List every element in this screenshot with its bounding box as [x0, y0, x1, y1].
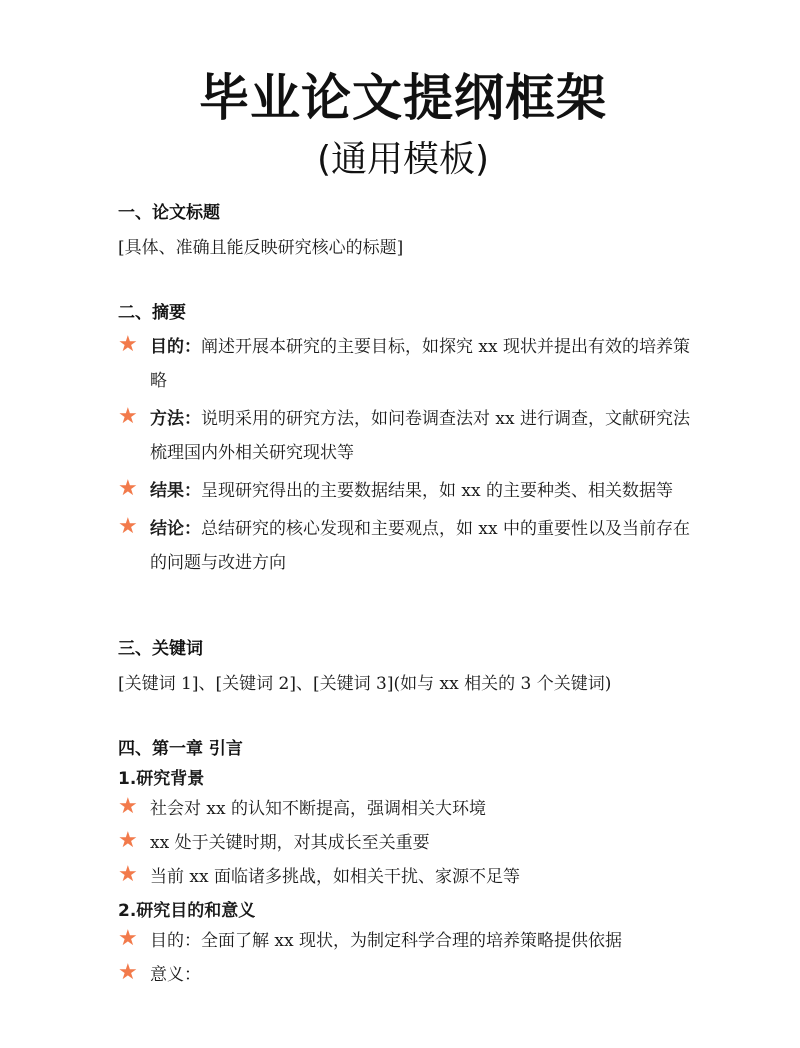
list-item — [118, 330, 690, 398]
star-icon: ★ — [118, 794, 138, 819]
item-text: 说明采用的研究方法，如问卷调查法对 xx 进行调查，文献研究法梳理国内外相关研究现状等 — [150, 409, 690, 463]
section-keywords — [118, 636, 720, 698]
item-term: 方法： — [150, 409, 201, 429]
item-text: 总结研究的核心发现和主要观点，如 xx 中的重要性以及当前存在的问题与改进方向 — [150, 519, 690, 573]
section-heading: 二、摘要 — [118, 303, 186, 323]
star-icon: ★ — [118, 828, 138, 853]
item-term: 目的： — [150, 337, 201, 357]
item-text: 社会对 xx 的认知不断提高，强调相关大环境 — [150, 799, 486, 819]
star-icon: ★ — [118, 404, 138, 429]
item-text: 当前 xx 面临诸多挑战，如相关干扰、家源不足等 — [150, 867, 520, 887]
subsection-heading: 1.研究背景 — [118, 769, 205, 789]
section-heading: 一、论文标题 — [118, 203, 220, 223]
list-item — [118, 474, 690, 508]
section-heading: 三、关键词 — [118, 639, 203, 659]
section-thesis-title — [118, 200, 720, 262]
list-item — [118, 402, 690, 470]
section-text: [关键词 1]、[关键词 2]、[关键词 3](如与 xx 相关的 3 个关键词) — [118, 674, 612, 694]
star-icon: ★ — [118, 862, 138, 887]
document-subtitle: (通用模板) — [316, 139, 490, 180]
star-icon: ★ — [118, 926, 138, 951]
subsection-heading: 2.研究目的和意义 — [118, 901, 256, 921]
section-text: [具体、准确且能反映研究核心的标题] — [118, 238, 404, 258]
list-item — [118, 924, 720, 958]
section-introduction — [118, 736, 720, 992]
section-abstract — [118, 300, 690, 584]
document-title: 毕业论文提纲框架 — [199, 69, 607, 127]
item-text: 呈现研究得出的主要数据结果，如 xx 的主要种类、相关数据等 — [201, 481, 673, 501]
list-item — [118, 792, 720, 826]
star-icon: ★ — [118, 476, 138, 501]
list-item — [118, 512, 690, 580]
section-heading: 四、第一章 引言 — [118, 739, 243, 759]
list-item — [118, 860, 720, 894]
item-text: xx 处于关键时期，对其成长至关重要 — [150, 833, 430, 853]
list-item — [118, 826, 720, 860]
item-text: 意义： — [150, 965, 201, 985]
list-item — [118, 958, 720, 992]
item-term: 结果： — [150, 481, 201, 501]
item-text: 阐述开展本研究的主要目标，如探究 xx 现状并提出有效的培养策略 — [150, 337, 690, 391]
star-icon: ★ — [118, 514, 138, 539]
item-text: 目的：全面了解 xx 现状，为制定科学合理的培养策略提供依据 — [150, 931, 622, 951]
star-icon: ★ — [118, 960, 138, 985]
item-term: 结论： — [150, 519, 201, 539]
star-icon: ★ — [118, 332, 138, 357]
